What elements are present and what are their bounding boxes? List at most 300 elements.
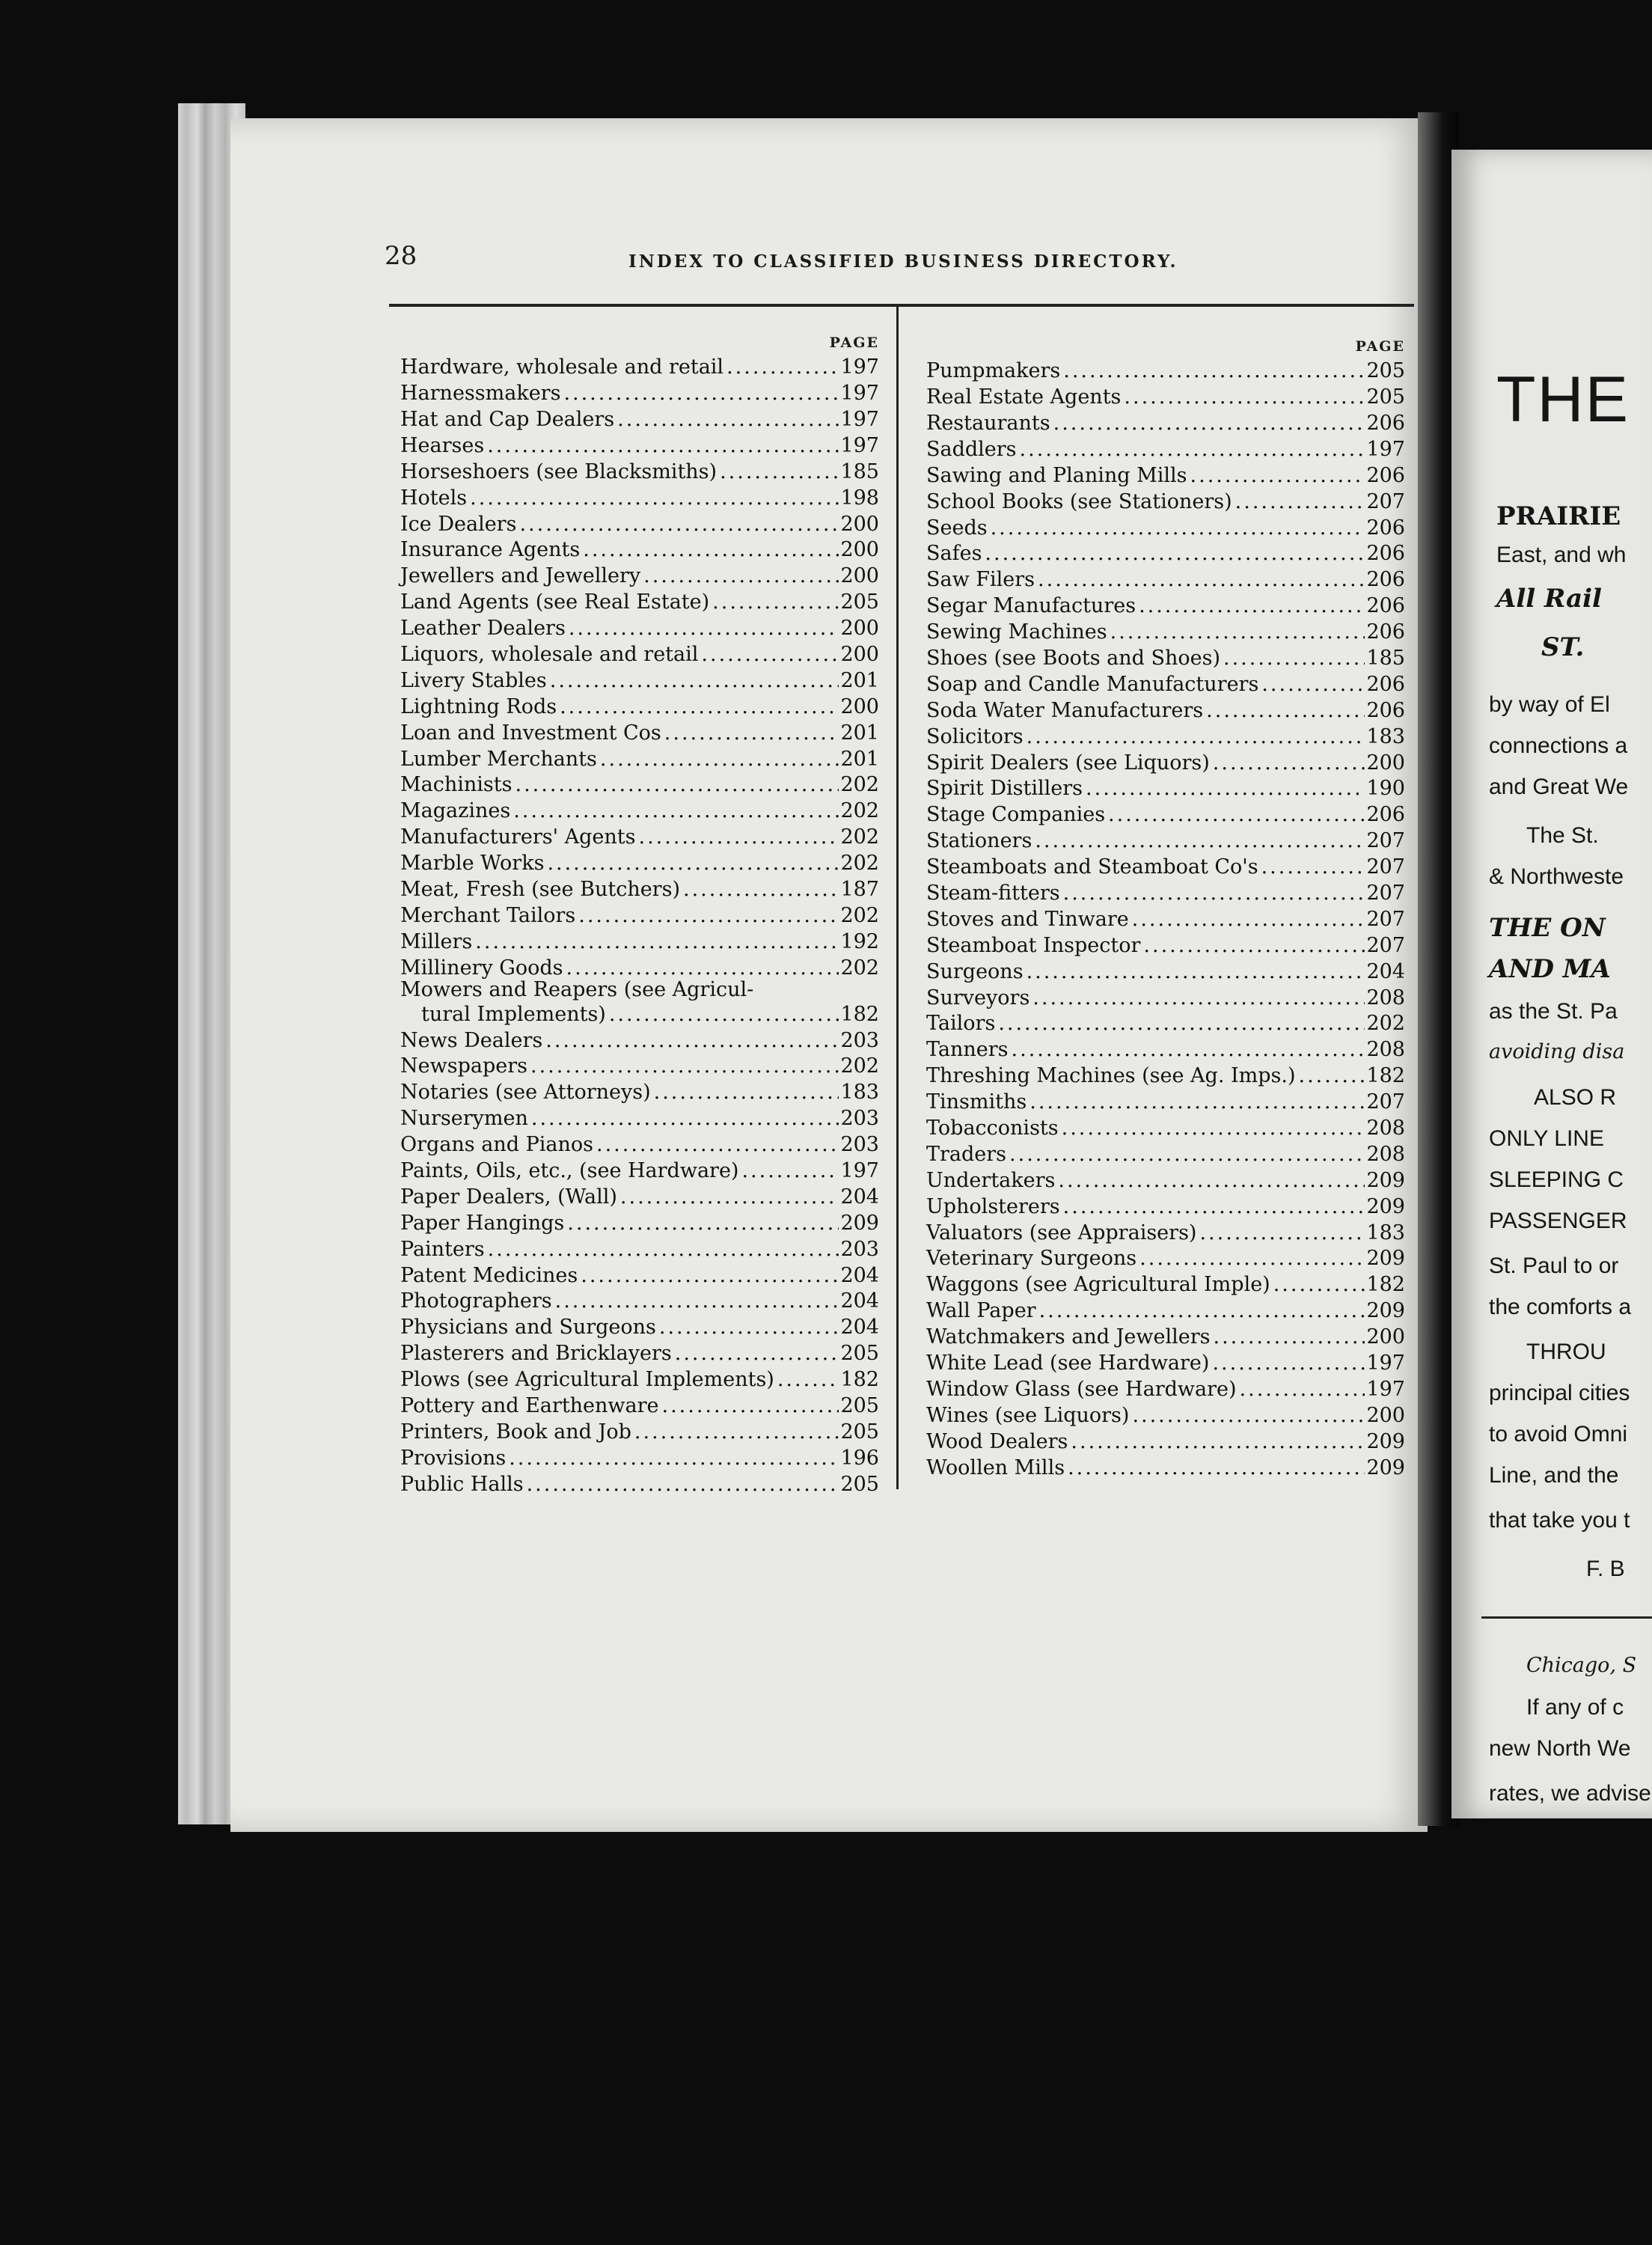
index-entry (400, 666, 879, 692)
index-entry-page: 202 (840, 956, 879, 980)
leader-dots (1035, 569, 1365, 591)
facing-page-line: THROU (1526, 1340, 1606, 1364)
index-entry-name: Liquors, wholesale and retail (400, 643, 699, 666)
leader-dots (1220, 647, 1365, 670)
index-entry-page: 205 (1366, 359, 1405, 383)
index-entry (400, 640, 879, 666)
leader-dots (1105, 804, 1365, 826)
index-entry-name: Watchmakers and Jewellers (926, 1325, 1211, 1349)
index-entry (400, 770, 879, 796)
index-entry-page: 200 (1366, 1325, 1405, 1349)
index-entry (400, 1051, 879, 1078)
index-entry-name: Spirit Dealers (see Liquors) (926, 751, 1210, 775)
index-entry (926, 852, 1405, 879)
index-entry-name: Pottery and Earthenware (400, 1394, 659, 1418)
index-entry-page: 209 (840, 1211, 879, 1235)
leader-dots (1237, 1378, 1365, 1401)
index-entry-name: White Lead (see Hardware) (926, 1351, 1210, 1375)
index-entry-page: 197 (1366, 437, 1405, 461)
index-entry-name: Seeds (926, 516, 988, 540)
leader-dots (528, 1108, 839, 1130)
index-entry-page: 209 (1366, 1168, 1405, 1192)
leader-dots (661, 722, 839, 745)
index-entry-page: 202 (1366, 1012, 1405, 1036)
index-entry-name: Leather Dealers (400, 617, 566, 641)
leader-dots (1296, 1065, 1365, 1087)
leader-dots (578, 1265, 839, 1287)
index-entry-name: Safes (926, 542, 982, 566)
leader-dots (1136, 1247, 1365, 1270)
index-entry (926, 956, 1405, 983)
leader-dots (1129, 908, 1365, 931)
index-entry (926, 670, 1405, 696)
index-entry-name: Saw Filers (926, 568, 1035, 592)
index-entry (400, 535, 879, 561)
index-entry-page: 182 (840, 1002, 879, 1026)
leader-dots (1129, 1405, 1365, 1427)
index-entry-name: Hearses (400, 433, 485, 457)
index-entry (400, 561, 879, 587)
facing-page-line: East, and wh (1496, 543, 1627, 567)
index-entry (926, 1322, 1405, 1348)
leader-dots (1068, 1431, 1365, 1453)
leader-dots (606, 1004, 839, 1026)
index-entry (926, 748, 1405, 774)
index-entry-page: 206 (1366, 516, 1405, 540)
index-entry-page: 209 (1366, 1299, 1405, 1323)
index-entry-name: Steam-fitters (926, 882, 1060, 905)
facing-page-line: ONLY LINE (1489, 1126, 1604, 1151)
leader-dots (516, 513, 839, 536)
leader-dots (640, 565, 839, 587)
index-entry-name: Lumber Merchants (400, 747, 597, 771)
index-entry (400, 1209, 879, 1235)
index-entry-name: Soda Water Manufacturers (926, 698, 1204, 722)
index-entry-name: Notaries (see Attorneys) (400, 1081, 651, 1105)
index-entry-page: 200 (840, 512, 879, 536)
leader-dots (580, 539, 839, 561)
facing-page-line: avoiding disa (1489, 1040, 1625, 1063)
index-entry-page: 206 (1366, 411, 1405, 435)
index-entry-page: 206 (1366, 542, 1405, 566)
index-entry (400, 352, 879, 379)
index-entry-page: 209 (1366, 1247, 1405, 1271)
index-entry (926, 644, 1405, 670)
leader-dots (1059, 1117, 1365, 1140)
leader-dots (563, 957, 839, 980)
facing-page-line: Chicago, S (1526, 1654, 1637, 1677)
index-entry-name: Wood Dealers (926, 1429, 1068, 1453)
index-entry-name: Tailors (926, 1012, 996, 1036)
page-column-header: PAGE (1355, 338, 1405, 355)
index-entry-page: 203 (840, 1028, 879, 1052)
index-entry-name: Magazines (400, 799, 511, 823)
facing-page-line: PASSENGER (1489, 1209, 1627, 1233)
index-entry (400, 509, 879, 535)
index-entry-page: 198 (840, 486, 879, 510)
facing-page-line: as the St. Pa (1489, 999, 1618, 1024)
index-entry-name: School Books (see Stationers) (926, 489, 1232, 513)
index-entry (926, 461, 1405, 487)
leader-dots (542, 1030, 839, 1052)
index-entry (926, 382, 1405, 409)
index-entry (926, 539, 1405, 565)
index-entry-page: 204 (840, 1185, 879, 1209)
index-entry-page: 200 (840, 617, 879, 641)
leader-dots (560, 382, 839, 405)
column-divider (896, 307, 899, 1489)
index-entry-page: 185 (840, 459, 879, 483)
index-entry-page: 207 (1366, 933, 1405, 957)
leader-dots (544, 852, 839, 875)
leader-dots (1060, 360, 1365, 382)
leader-dots (1065, 1457, 1365, 1479)
index-entry (926, 905, 1405, 931)
leader-dots (614, 409, 839, 431)
leader-dots (1083, 778, 1365, 800)
index-entry-name: Steamboat Inspector (926, 933, 1141, 957)
index-entry (926, 435, 1405, 461)
index-entry-name: Stoves and Tinware (926, 907, 1129, 931)
index-entry (400, 1260, 879, 1286)
facing-page-line: Line, and the (1489, 1463, 1619, 1488)
index-entry (400, 718, 879, 744)
index-entry-name: Stationers (926, 829, 1032, 853)
facing-page-line: If any of c (1526, 1695, 1624, 1720)
index-entry-name: Ice Dealers (400, 512, 517, 536)
leader-dots (1258, 856, 1365, 879)
index-entry-page: 200 (840, 694, 879, 718)
index-entry-page: 203 (840, 1237, 879, 1261)
index-entry-page: 206 (1366, 463, 1405, 487)
index-entry-name: Plasterers and Bricklayers (400, 1342, 672, 1366)
index-entry-name: Printers, Book and Job (400, 1420, 631, 1444)
index-entry-name: Painters (400, 1237, 485, 1261)
index-entry-page: 203 (840, 1133, 879, 1157)
leader-dots (597, 748, 839, 771)
leader-dots (485, 1238, 839, 1261)
index-entry-page: 205 (1366, 385, 1405, 409)
leader-dots (484, 435, 839, 457)
facing-page-line: the comforts a (1489, 1295, 1632, 1319)
index-entry-name: Paper Dealers, (Wall) (400, 1185, 617, 1209)
index-entry (926, 1296, 1405, 1322)
index-entry-page: 201 (840, 668, 879, 692)
leader-dots (680, 879, 839, 901)
index-entry (400, 796, 879, 822)
leader-dots (1270, 1274, 1365, 1296)
index-entry-page: 207 (1366, 1090, 1405, 1114)
leader-dots (472, 931, 839, 953)
index-entry (926, 800, 1405, 826)
index-entry-name: Waggons (see Agricultural Imple) (926, 1273, 1270, 1297)
index-entry-page: 190 (1366, 777, 1405, 801)
index-entry-page: 202 (840, 1054, 879, 1078)
index-entry-page: 201 (840, 747, 879, 771)
index-entry (926, 1192, 1405, 1218)
index-entry-name: Organs and Pianos (400, 1133, 594, 1157)
index-entry-page: 202 (840, 903, 879, 927)
leader-dots (557, 696, 839, 718)
leader-dots (1017, 439, 1365, 461)
index-entry-page: 207 (1366, 489, 1405, 513)
index-entry (400, 953, 879, 979)
leader-dots (512, 774, 839, 796)
index-entry-name: Meat, Fresh (see Butchers) (400, 878, 680, 902)
facing-page-rule (1481, 1616, 1652, 1619)
index-entry-page: 208 (1366, 1117, 1405, 1140)
index-entry-page: 209 (1366, 1194, 1405, 1218)
leader-dots (1006, 1143, 1365, 1166)
facing-page-line: AND MA (1489, 954, 1611, 984)
facing-page-line: ST. (1541, 632, 1585, 662)
index-entry (400, 483, 879, 509)
index-entry-name: Physicians and Surgeons (400, 1316, 656, 1340)
index-entry-page: 207 (1366, 907, 1405, 931)
index-entry-page: 197 (1366, 1377, 1405, 1401)
facing-page-line: F. B (1586, 1557, 1625, 1581)
leader-dots (566, 617, 839, 640)
leader-dots (1232, 491, 1365, 513)
leader-dots (1121, 386, 1365, 409)
index-entry (926, 1009, 1405, 1035)
index-entry (400, 614, 879, 640)
index-entry-name: Tanners (926, 1038, 1009, 1062)
index-entry (400, 927, 879, 953)
index-entry (926, 1427, 1405, 1453)
index-entry-name: Hardware, wholesale and retail (400, 355, 724, 379)
facing-page-line: PRAIRIE (1496, 501, 1621, 531)
facing-page-line: and Great We (1489, 775, 1629, 799)
leader-dots (593, 1134, 839, 1156)
index-entry-name: Steamboats and Steamboat Co's (926, 855, 1258, 879)
index-entry-name: Machinists (400, 773, 513, 797)
index-entry (926, 591, 1405, 617)
index-entry (400, 979, 879, 1025)
index-entry-name: Threshing Machines (see Ag. Imps.) (926, 1064, 1296, 1088)
index-entry-name: Undertakers (926, 1168, 1056, 1192)
index-entry-name: Restaurants (926, 411, 1050, 435)
leader-dots (524, 1473, 839, 1496)
facing-page-line: by way of El (1489, 692, 1610, 717)
index-entry-name: Millinery Goods (400, 956, 563, 980)
index-entry (400, 875, 879, 901)
leader-dots (717, 461, 839, 483)
index-entry-name: Provisions (400, 1446, 507, 1470)
index-entry (400, 379, 879, 405)
index-entry (926, 1453, 1405, 1479)
index-entry (926, 565, 1405, 591)
leader-dots (672, 1343, 839, 1365)
leader-dots (1140, 935, 1365, 957)
index-entry-name: Segar Manufactures (926, 594, 1136, 618)
index-entry (926, 513, 1405, 539)
index-entry (926, 983, 1405, 1009)
index-entry-page: 207 (1366, 855, 1405, 879)
index-entry (926, 774, 1405, 800)
index-entry (926, 1035, 1405, 1061)
index-entry-page: 185 (1366, 647, 1405, 670)
index-entry-name: Nurserymen (400, 1107, 528, 1131)
leader-dots (1209, 1352, 1365, 1375)
index-entry-page: 197 (840, 433, 879, 457)
index-entry-page: 182 (1366, 1273, 1405, 1297)
index-entry-page: 206 (1366, 698, 1405, 722)
index-entry-name: Photographers (400, 1289, 552, 1313)
index-entry-page: 200 (1366, 1403, 1405, 1427)
header-rule (389, 304, 1414, 307)
index-entry (400, 849, 879, 875)
index-entry-name: Patent Medicines (400, 1263, 578, 1287)
leader-dots (1024, 961, 1365, 983)
index-entry-page: 208 (1366, 1038, 1405, 1062)
index-entry-name: Wall Paper (926, 1299, 1036, 1323)
index-entry (400, 1156, 879, 1182)
index-entry (400, 431, 879, 457)
facing-page-line: connections a (1489, 733, 1628, 758)
index-entry-page: 200 (840, 643, 879, 666)
index-entry-page: 206 (1366, 594, 1405, 618)
facing-page-line: SLEEPING C (1489, 1167, 1624, 1192)
index-entry-page: 200 (840, 538, 879, 562)
index-entry (926, 1348, 1405, 1375)
leader-dots (1060, 882, 1365, 905)
index-entry (400, 1182, 879, 1209)
index-entry-name: Land Agents (see Real Estate) (400, 590, 710, 614)
index-entry (926, 356, 1405, 382)
index-entry-page: 207 (1366, 829, 1405, 853)
index-entry-page: 209 (1366, 1429, 1405, 1453)
leader-dots (1258, 674, 1365, 696)
index-entry-name: Hotels (400, 486, 468, 510)
index-entry (926, 721, 1405, 748)
index-entry (926, 617, 1405, 644)
leader-dots (631, 1421, 839, 1444)
leader-dots (1009, 1039, 1365, 1061)
index-entry-name: Jewellers and Jewellery (400, 564, 641, 588)
leader-dots (510, 800, 839, 822)
leader-dots (552, 1290, 839, 1313)
index-entry-name: Spirit Distillers (926, 777, 1083, 801)
index-entry-name: Window Glass (see Hardware) (926, 1377, 1237, 1401)
index-entry-page: 187 (840, 878, 879, 902)
index-entry-page: 207 (1366, 882, 1405, 905)
index-entry (400, 1130, 879, 1156)
index-entry (926, 409, 1405, 435)
index-entry (926, 1087, 1405, 1114)
index-entry-name: Stage Companies (926, 803, 1106, 827)
index-entry-page: 197 (840, 1159, 879, 1183)
index-entry (926, 1166, 1405, 1192)
index-entry (926, 1061, 1405, 1087)
facing-page-line: All Rail (1496, 584, 1602, 614)
leader-dots (1036, 1300, 1365, 1322)
index-entry-name: Sewing Machines (926, 620, 1107, 644)
leader-dots (659, 1395, 839, 1417)
facing-page-line: St. Paul to or (1489, 1253, 1619, 1278)
index-entry (926, 1401, 1405, 1427)
page-column-header: PAGE (829, 335, 879, 351)
leader-dots (1050, 412, 1365, 435)
index-entry-page: 205 (840, 590, 879, 614)
index-entry-page: 202 (840, 773, 879, 797)
index-entry-page: 200 (1366, 751, 1405, 775)
facing-page-line: that take you t (1489, 1508, 1630, 1533)
index-column-left (400, 335, 879, 1495)
leader-dots (774, 1369, 839, 1391)
index-entry-name: Millers (400, 929, 473, 953)
index-entry-name: Surveyors (926, 986, 1030, 1010)
facing-page-line: THE (1496, 364, 1630, 436)
index-entry-name: Veterinary Surgeons (926, 1247, 1137, 1271)
index-entry-page: 202 (840, 799, 879, 823)
index-entry-name: Insurance Agents (400, 538, 581, 562)
index-entry-page: 208 (1366, 1142, 1405, 1166)
index-entry (400, 1104, 879, 1130)
index-entry-name: Public Halls (400, 1472, 524, 1496)
index-entry-page: 197 (840, 407, 879, 431)
index-entry (400, 822, 879, 849)
leader-dots (1187, 465, 1365, 487)
index-entry (926, 1114, 1405, 1140)
leader-dots (547, 670, 839, 692)
index-entry (400, 1365, 879, 1391)
index-entry-name: Livery Stables (400, 668, 547, 692)
leader-dots (1027, 1091, 1365, 1114)
facing-page-line: rates, we advise (1489, 1781, 1651, 1806)
index-entry-page: 205 (840, 1394, 879, 1418)
index-entry-name: Harnessmakers (400, 382, 561, 406)
leader-dots (1032, 830, 1365, 852)
index-entry-page: 206 (1366, 620, 1405, 644)
index-entry (926, 1244, 1405, 1270)
index-entry-page: 183 (1366, 1221, 1405, 1244)
facing-page-line: & Northweste (1489, 864, 1624, 889)
index-entry (400, 1470, 879, 1496)
leader-dots (651, 1081, 839, 1104)
leader-dots (709, 591, 839, 614)
index-entry-page: 203 (840, 1107, 879, 1131)
index-entry-name: Surgeons (926, 959, 1024, 983)
index-entry (926, 1270, 1405, 1296)
index-entry-name: Tobacconists (926, 1117, 1059, 1140)
leader-dots (527, 1055, 839, 1078)
index-entry-name: Traders (926, 1142, 1007, 1166)
index-entry-name: Pumpmakers (926, 359, 1061, 383)
index-entry (400, 1391, 879, 1417)
leader-dots (1055, 1170, 1365, 1192)
index-entry (400, 587, 879, 614)
leader-dots (988, 517, 1365, 540)
facing-page-line: THE ON (1489, 913, 1606, 943)
index-entry-name: Upholsterers (926, 1194, 1060, 1218)
leader-dots (656, 1316, 839, 1339)
index-entry (400, 692, 879, 718)
index-entry-name: Shoes (see Boots and Shoes) (926, 647, 1220, 670)
index-entry-page: 182 (840, 1368, 879, 1392)
index-entry (926, 696, 1405, 722)
index-entry (400, 1235, 879, 1261)
index-entry-page: 206 (1366, 803, 1405, 827)
index-entry-name: Tinsmiths (926, 1090, 1027, 1114)
leader-dots (982, 543, 1365, 565)
index-entry-name-cont: tural Implements) (421, 1002, 606, 1026)
index-entry-name: Plows (see Agricultural Implements) (400, 1368, 774, 1392)
index-entry (400, 1444, 879, 1470)
index-entry (400, 901, 879, 927)
index-entry (926, 826, 1405, 852)
index-entry-name: Newspapers (400, 1054, 527, 1078)
